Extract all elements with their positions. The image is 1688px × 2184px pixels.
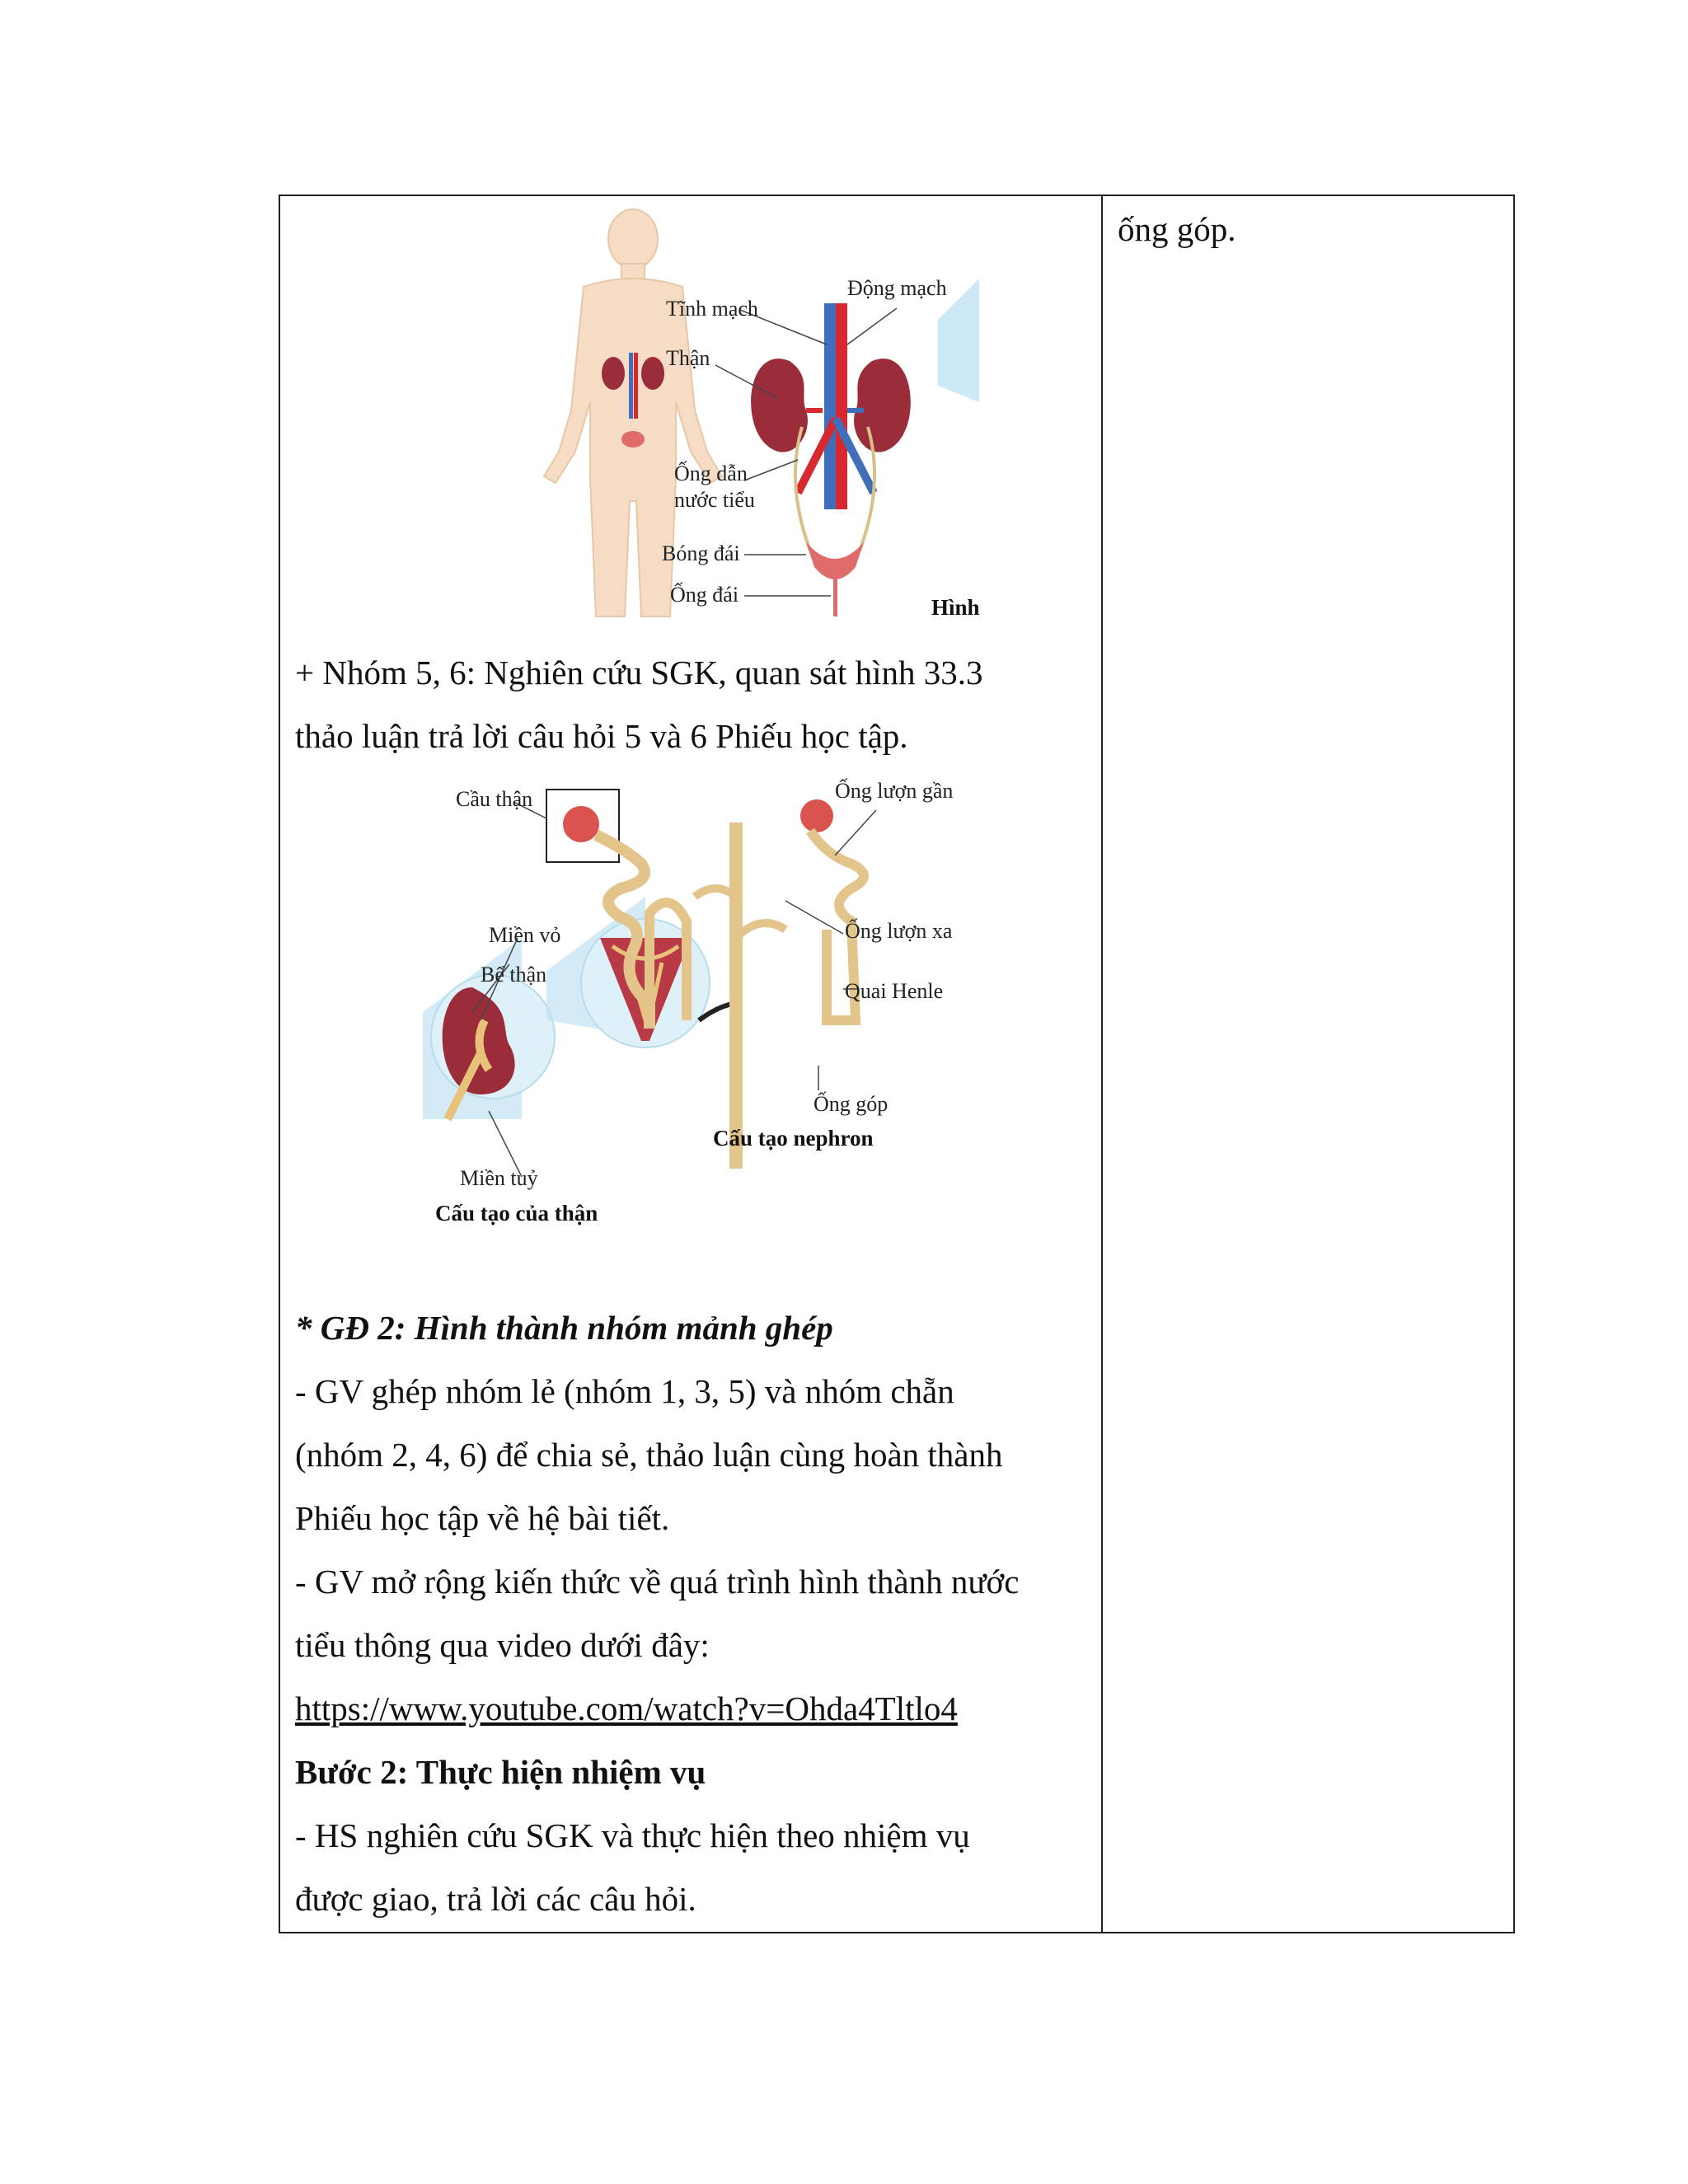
video-link[interactable]: https://www.youtube.com/watch?v=Ohda4Tltlo4 bbox=[295, 1690, 958, 1727]
stage-2-p2-line2: tiểu thông qua video dưới đây: bbox=[295, 1626, 710, 1664]
kidney-nephron-figure bbox=[423, 773, 983, 1235]
label-proximal-tubule: Ống lượn gần bbox=[835, 779, 954, 803]
column-divider bbox=[1101, 196, 1103, 1932]
step-2-heading: Bước 2: Thực hiện nhiệm vụ bbox=[295, 1753, 706, 1791]
label-collecting-duct: Ống góp bbox=[814, 1092, 889, 1116]
student-activity-column bbox=[1118, 204, 1497, 254]
stage-2-p1-line1: - GV ghép nhóm lẻ (nhóm 1, 3, 5) và nhóm chẵn bbox=[295, 1372, 954, 1410]
label-urethra: Ống đái bbox=[670, 583, 739, 607]
group-56-paragraph bbox=[295, 641, 1090, 768]
label-glomerulus: Cầu thận bbox=[456, 787, 533, 811]
caption-nephron-structure: Cấu tạo nephron bbox=[713, 1126, 874, 1151]
figure-caption-fragment: Hình bbox=[931, 595, 980, 620]
label-vein: Tĩnh mạch bbox=[666, 297, 758, 321]
caption-kidney-structure: Cấu tạo của thận bbox=[435, 1201, 598, 1226]
urinary-system-diagram bbox=[751, 303, 911, 616]
group-56-line2: thảo luận trả lời câu hỏi 5 và 6 Phiếu học tập. bbox=[295, 717, 908, 755]
label-distal-tubule: Ống lượn xa bbox=[845, 919, 953, 943]
label-ureter-line1: Ống dẫn bbox=[674, 462, 748, 485]
step-2-line2: được giao, trả lời các câu hỏi. bbox=[295, 1880, 696, 1918]
label-medulla: Miền tuỷ bbox=[460, 1166, 538, 1190]
stage-2-p2-line1: - GV mở rộng kiến thức về quá trình hình thành nước bbox=[295, 1563, 1020, 1601]
step-2-line1: - HS nghiên cứu SGK và thực hiện theo nhiệm vụ bbox=[295, 1816, 970, 1854]
label-kidney: Thận bbox=[666, 346, 710, 370]
group-56-line1: + Nhóm 5, 6: Nghiên cứu SGK, quan sát hình 33.3 bbox=[295, 654, 983, 691]
stage-2-heading: * GĐ 2: Hình thành nhóm mảnh ghép bbox=[295, 1309, 833, 1347]
label-loop-henle: Quai Henle bbox=[845, 979, 944, 1003]
label-pelvis: Bể thận bbox=[481, 963, 547, 987]
stage-2-p1-line2: (nhóm 2, 4, 6) để chia sẻ, thảo luận cùng hoàn thành bbox=[295, 1436, 1003, 1474]
stage-2-section bbox=[295, 1296, 1090, 1931]
label-leaders bbox=[715, 308, 897, 596]
label-ureter-line2: nước tiểu bbox=[674, 488, 755, 512]
kidney-section-diagram bbox=[423, 897, 743, 1119]
excretory-system-figure bbox=[460, 204, 980, 633]
lesson-table bbox=[279, 194, 1515, 1933]
label-cortex: Miền vỏ bbox=[489, 923, 561, 947]
label-artery: Động mạch bbox=[847, 276, 947, 300]
right-column-text: ống góp. bbox=[1118, 210, 1236, 248]
label-bladder: Bóng đái bbox=[662, 541, 740, 565]
stage-2-p1-line3: Phiếu học tập về hệ bài tiết. bbox=[295, 1499, 670, 1537]
